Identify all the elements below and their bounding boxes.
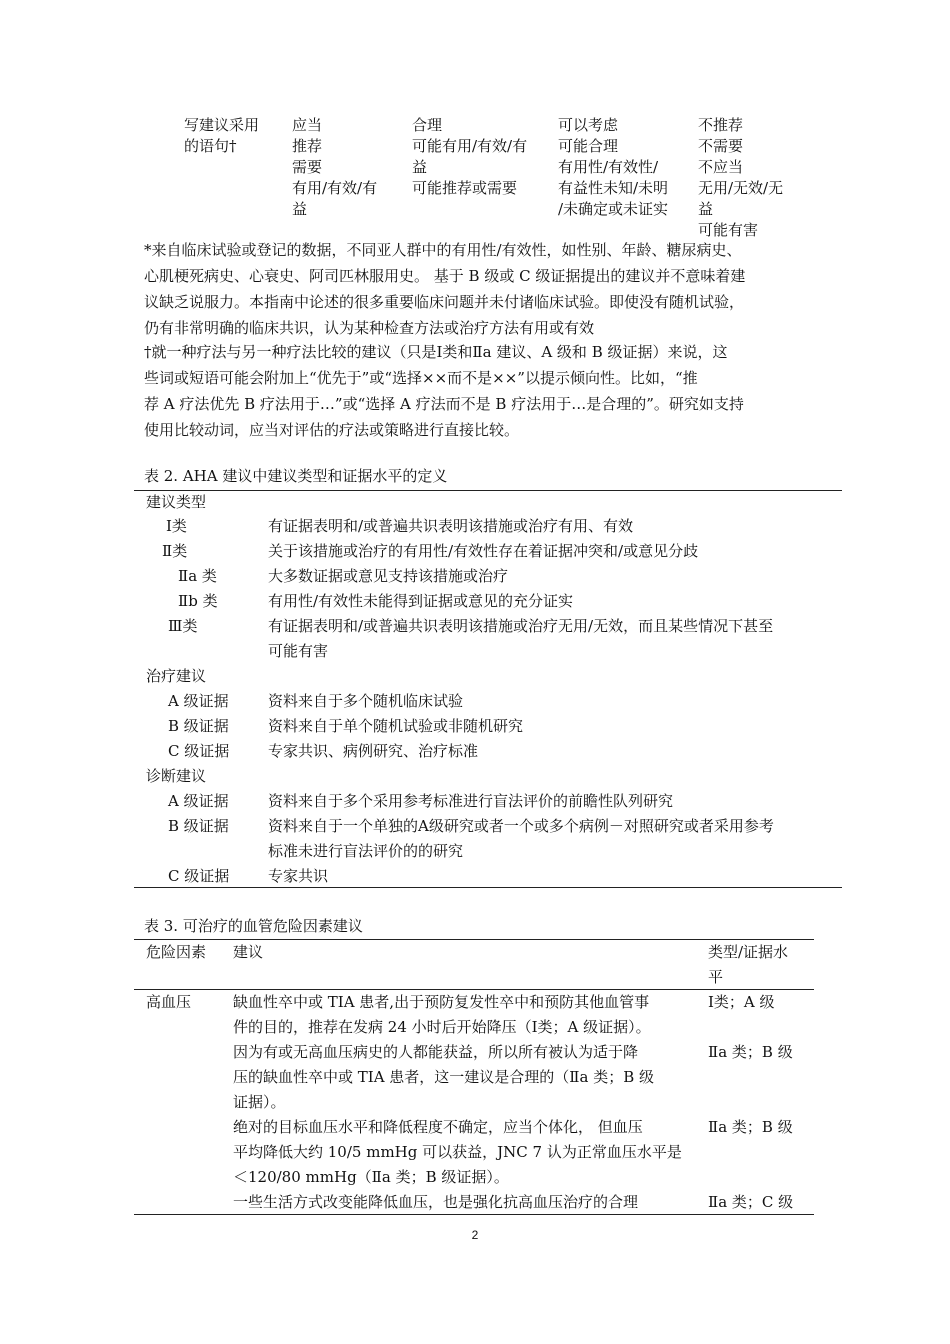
table2-evidence-text: 资料来自于多个随机临床试验 — [268, 692, 464, 710]
table3-recommendation-text: 绝对的目标血压水平和降低程度不确定，应当个体化， 但血压 — [233, 1118, 643, 1136]
table1-row-label: 的语句† — [184, 137, 237, 155]
table1-cell-class1: 应当 — [292, 116, 323, 134]
table2-evidence-text: 专家共识、病例研究、治疗标准 — [268, 742, 479, 760]
table2-evidence-label: B 级证据 — [168, 817, 229, 835]
table2-evidence-label: C 级证据 — [168, 742, 230, 760]
table2-section-heading: 治疗建议 — [146, 667, 207, 685]
table3-recommendation-text: 一些生活方式改变能降低血压，也是强化抗高血压治疗的合理 — [233, 1193, 639, 1211]
table3-header-level: 类型/证据水 — [708, 943, 789, 961]
table1-cell-class2b: /未确定或未证实 — [558, 200, 669, 218]
table3-recommendation-text: 件的目的，推荐在发病 24 小时后开始降压（Ⅰ类；A 级证据）。 — [233, 1018, 651, 1036]
footnote-star-line: 议缺乏说服力。本指南中论述的很多重要临床问题并未付诸临床试验。即使没有随机试验， — [144, 293, 745, 311]
table3-recommendation-text: 因为有或无高血压病史的人都能获益，所以所有被认为适于降 — [233, 1043, 639, 1061]
table2-evidence-label: A 级证据 — [168, 692, 229, 710]
table3-header-rule — [134, 989, 814, 990]
table1-cell-class1: 益 — [292, 200, 308, 218]
table3-evidence-level: Ⅰ类；A 级 — [708, 993, 775, 1011]
footnote-dagger-line: 使用比较动词，应当对评估的疗法或策略进行直接比较。 — [144, 421, 520, 439]
table2-rec-class-text: 有证据表明和/或普遍共识表明该措施或治疗无用/无效，而且某些情况下甚至 — [268, 617, 774, 635]
table1-cell-class2b: 可以考虑 — [558, 116, 619, 134]
table2-bottom-rule — [134, 887, 842, 888]
table1-cell-class1: 推荐 — [292, 137, 323, 155]
table1-cell-class3: 无用/无效/无 — [698, 179, 784, 197]
table2-evidence-text: 资料来自于一个单独的A级研究或者一个或多个病例－对照研究或者采用参考 — [268, 817, 774, 835]
table1-cell-class3: 可能有害 — [698, 221, 759, 239]
table2-rec-class-label: Ⅱb 类 — [178, 592, 218, 610]
table1-cell-class2b: 有益性未知/未明 — [558, 179, 669, 197]
table3-bottom-rule — [134, 1214, 814, 1215]
table2-rec-class-label: Ⅲ类 — [168, 617, 198, 635]
table1-cell-class2a: 可能有用/有效/有 — [412, 137, 528, 155]
table1-row-label: 写建议采用 — [184, 116, 260, 134]
footnote-star-line: *来自临床试验或登记的数据，不同亚人群中的有用性/有效性，如性别、年龄、糖尿病史、 — [144, 241, 742, 259]
table1-cell-class2a: 可能推荐或需要 — [412, 179, 518, 197]
table2-rec-class-text: 有证据表明和/或普遍共识表明该措施或治疗有用、有效 — [268, 517, 634, 535]
table3-top-rule — [134, 939, 814, 940]
page-number: 2 — [471, 1228, 479, 1242]
footnote-dagger-line: 荐 A 疗法优先 B 疗法用于…”或“选择 A 疗法而不是 B 疗法用于…是合理的”。研究如支持 — [144, 395, 744, 413]
table3-recommendation-text: 缺血性卒中或 TIA 患者,出于预防复发性卒中和预防其他血管事 — [233, 993, 650, 1011]
table1-cell-class1: 需要 — [292, 158, 323, 176]
table2-evidence-text: 标准未进行盲法评价的的研究 — [268, 842, 464, 860]
table3-recommendation-text: 证据）。 — [233, 1093, 286, 1111]
table2-evidence-label: C 级证据 — [168, 867, 230, 885]
table2-evidence-text: 资料来自于多个采用参考标准进行盲法评价的前瞻性队列研究 — [268, 792, 674, 810]
table2-caption: 表 2. AHA 建议中建议类型和证据水平的定义 — [144, 467, 448, 485]
footnote-dagger-line: 些词或短语可能会附加上“优先于”或“选择××而不是××”以提示倾向性。比如，“推 — [144, 369, 698, 387]
table3-header-level: 平 — [708, 968, 724, 986]
table2-evidence-label: A 级证据 — [168, 792, 229, 810]
table3-factor-label: 高血压 — [146, 993, 192, 1011]
footnote-star-line: 仍有非常明确的临床共识，认为某种检查方法或治疗方法有用或有效 — [144, 319, 595, 337]
table2-rec-class-label: Ⅱa 类 — [178, 567, 217, 585]
table1-cell-class2a: 合理 — [412, 116, 443, 134]
table2-rec-class-text: 大多数证据或意见支持该措施或治疗 — [268, 567, 509, 585]
table3-recommendation-text: 平均降低大约 10/5 mmHg 可以获益，JNC 7 认为正常血压水平是 — [233, 1143, 682, 1161]
table1-cell-class3: 益 — [698, 200, 714, 218]
table3-evidence-level: Ⅱa 类；B 级 — [708, 1118, 793, 1136]
table1-cell-class3: 不应当 — [698, 158, 744, 176]
footnote-star-line: 心肌梗死病史、心衰史、阿司匹林服用史。 基于 B 级或 C 级证据提出的建议并不意味着建 — [144, 267, 746, 285]
table2-evidence-text: 资料来自于单个随机试验或非随机研究 — [268, 717, 524, 735]
table3-recommendation-text: 压的缺血性卒中或 TIA 患者，这一建议是合理的（Ⅱa 类；B 级 — [233, 1068, 654, 1086]
table1-cell-class2b: 有用性/有效性/ — [558, 158, 659, 176]
table2-section-heading: 诊断建议 — [146, 767, 207, 785]
table1-cell-class1: 有用/有效/有 — [292, 179, 378, 197]
table2-rec-class-text: 有用性/有效性未能得到证据或意见的充分证实 — [268, 592, 574, 610]
table3-caption: 表 3. 可治疗的血管危险因素建议 — [144, 917, 363, 935]
table2-evidence-label: B 级证据 — [168, 717, 229, 735]
table2-top-rule — [134, 490, 842, 491]
table2-rec-class-text: 关于该措施或治疗的有用性/有效性存在着证据冲突和/或意见分歧 — [268, 542, 699, 560]
table1-cell-class3: 不需要 — [698, 137, 744, 155]
table3-header-factor: 危险因素 — [146, 943, 207, 961]
table3-header-recommendation: 建议 — [233, 943, 264, 961]
table2-rec-class-label: Ⅱ类 — [162, 542, 188, 560]
table2-section-heading: 建议类型 — [146, 493, 207, 511]
table2-rec-class-label: Ⅰ类 — [166, 517, 187, 535]
table1-cell-class2a: 益 — [412, 158, 428, 176]
table3-evidence-level: Ⅱa 类；B 级 — [708, 1043, 793, 1061]
table3-evidence-level: Ⅱa 类；C 级 — [708, 1193, 794, 1211]
table2-evidence-text: 专家共识 — [268, 867, 329, 885]
table1-cell-class2b: 可能合理 — [558, 137, 619, 155]
table2-rec-class-text: 可能有害 — [268, 642, 329, 660]
table1-cell-class3: 不推荐 — [698, 116, 744, 134]
table3-recommendation-text: ＜120/80 mmHg（Ⅱa 类；B 级证据）。 — [233, 1168, 509, 1186]
footnote-dagger-line: †就一种疗法与另一种疗法比较的建议（只是Ⅰ类和Ⅱa 建议、A 级和 B 级证据）来说，这 — [144, 343, 728, 361]
